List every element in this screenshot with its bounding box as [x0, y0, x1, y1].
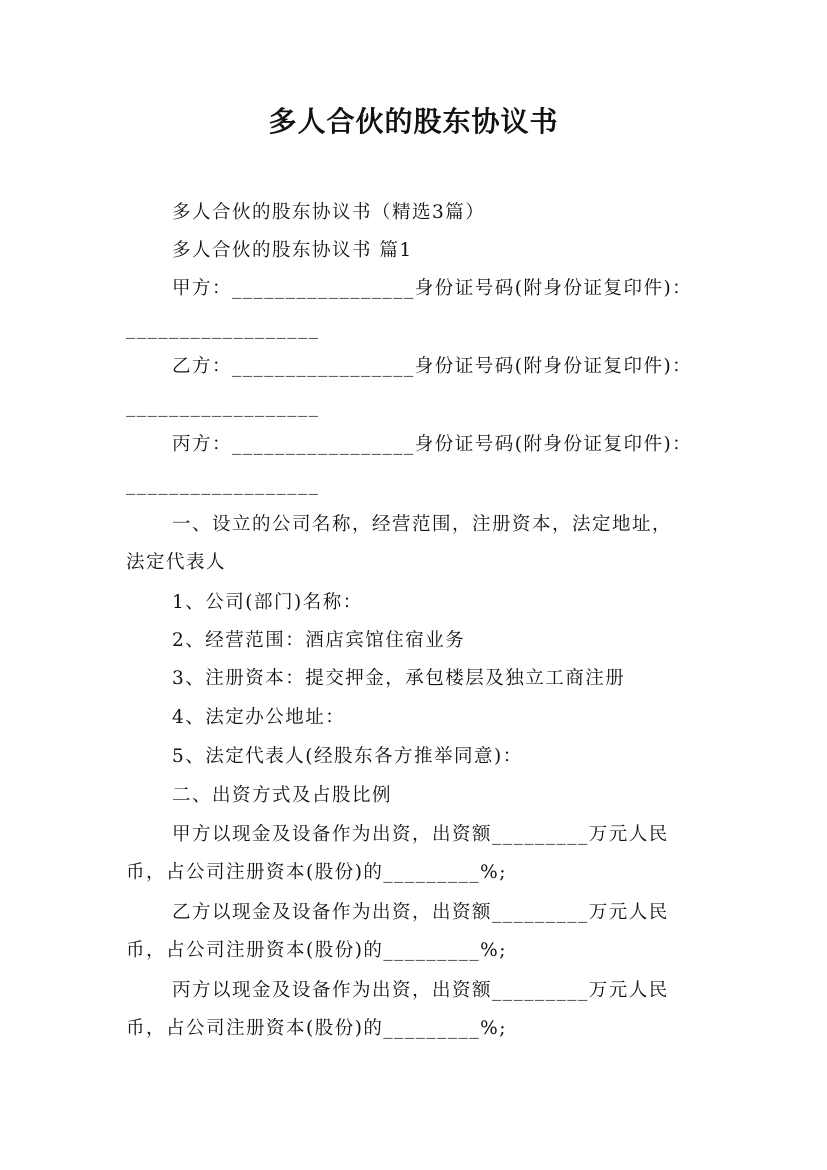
party-b-line: 乙方：_________________身份证号码(附身份证复印件)： [172, 356, 693, 377]
clause-2-heading: 二、出资方式及占股比例 [172, 785, 393, 806]
clause-1-heading: 一、设立的公司名称，经营范围，注册资本，法定地址， [172, 514, 673, 535]
party-a-line: 甲方：_________________身份证号码(附身份证复印件)： [172, 278, 693, 299]
clause-1-item-3: 3、注册资本：提交押金，承包楼层及独立工商注册 [172, 668, 626, 689]
party-a-contribution: 甲方以现金及设备作为出资，出资额_________万元人民 [172, 824, 669, 845]
document-title: 多人合伙的股东协议书 [268, 105, 559, 138]
clause-1-item-5: 5、法定代表人(经股东各方推举同意)： [172, 746, 523, 767]
clause-1-item-2: 2、经营范围：酒店宾馆住宿业务 [172, 630, 466, 651]
party-b-contribution: 乙方以现金及设备作为出资，出资额_________万元人民 [172, 902, 669, 923]
clause-1-item-1: 1、公司(部门)名称： [172, 592, 363, 613]
party-a-blank: __________________ [126, 318, 320, 339]
clause-1-item-4: 4、法定办公地址： [172, 707, 346, 728]
clause-1-heading-cont: 法定代表人 [126, 552, 227, 573]
party-c-line: 丙方：_________________身份证号码(附身份证复印件)： [172, 434, 693, 455]
party-c-share: 币，占公司注册资本(股份)的_________%; [126, 1018, 507, 1039]
party-b-blank: __________________ [126, 396, 320, 417]
party-b-share: 币，占公司注册资本(股份)的_________%; [126, 940, 507, 961]
party-c-blank: __________________ [126, 474, 320, 495]
subtitle-line: 多人合伙的股东协议书（精选3篇） [172, 202, 486, 223]
party-a-share: 币，占公司注册资本(股份)的_________%; [126, 862, 507, 883]
party-c-contribution: 丙方以现金及设备作为出资，出资额_________万元人民 [172, 980, 669, 1001]
section-heading: 多人合伙的股东协议书 篇1 [172, 240, 413, 261]
